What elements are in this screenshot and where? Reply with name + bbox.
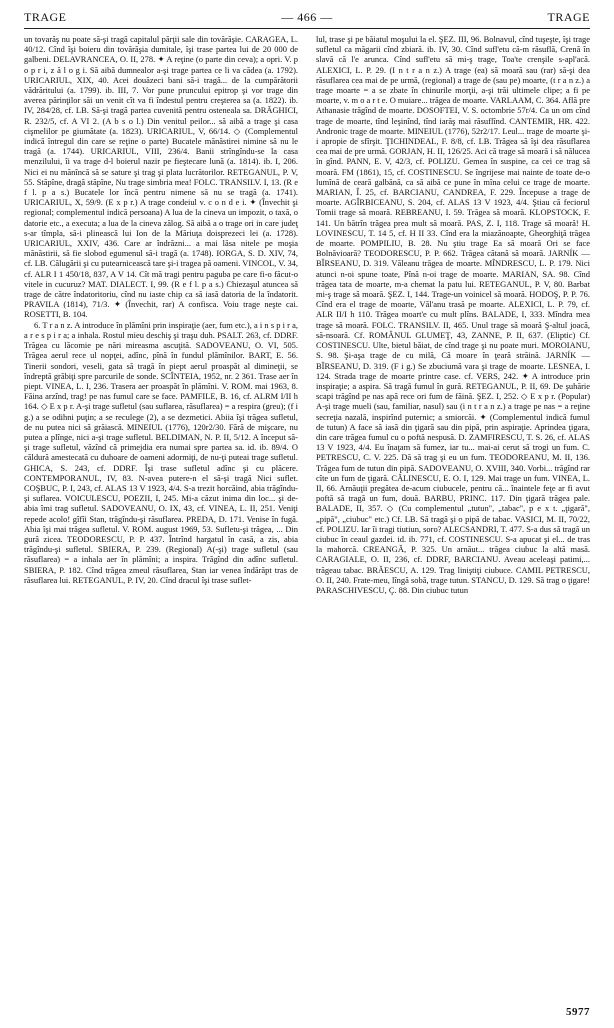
- header-page-number: — 466 —: [281, 10, 333, 24]
- header-rule: [24, 28, 590, 29]
- left-column: [24, 34, 298, 996]
- signature-number: 5977: [566, 1006, 590, 1018]
- left-column-paragraph: 6. T r a n z. A introduce în plămîni prin inspiraţie (aer, fum etc.), a i n s p i r a, a r e s p i r a; a inhala. Rostul mieu deschiş şi traşu duh. PSALT. 263, cf. DDRF. Trăgea cu lăcomie pe nări mireasma ascuţită. SADOVEANU, O. VI, 505. Trăgea aerul rece ul nopţei, adînc, pînă în fundul plămînilor. BART, E. 56. Tinerii sondori, veseli, gata să tragă în piept aerul proaspăt al dimineţii, se îndreptă grăbiţi spre parcurile de sonde. SCÎNTEIA, 1952, nr. 2 361. Trase aer în piept. VINEA, L. I, 236. Trasera aer proaspăt în plămîni. V. ROM. mai 1963, 8. Făina arzînd, trag! pe nas fumul care se face. PAMFILE, B. 16, cf. ALRM I/II h 164. ◇ E x p r. A-şi trage sufletul (sau suflarea, răsuflarea) = a respira (greu); (f i g.) a se odihni puţin; a se reculege (2), a se dezmetici. Abiia îşi trăgea sufletul, de nu putea nici să grăiască. MINEIUL (1776), 120r2/30. Fără de mişcare, nu putea a plînge, nici a-şi trage sufletul. BELDIMAN, N. P. II, 5/12. A început să-şi trage sufletul, văzînd că primejdia era numai spre partea sa. id. ib. 89/4. O căldură amestecată cu duhoare de oameni adormiţi, de nu-ţi puteai trage sufletul. GHICA, S. 243, cf. DDRF. Îşi trase sufletul adînc şi cu plăcere. CONTEMPORANUL, IV, 83. N-avea putere-n el să-şi tragă Nici suflet. COŞBUC, P. I, 243, cf. ALAS 13 V 1923, 4/4. S-a trezit horcăind, abia trăgîndu-şi suflarea. VOICULESCU, POEZII, I, 245. Mi-a căzut inima din loc... şi de-abia îmi trag sufletul. SADOVEANU, O. IX, 43, cf. VINEA, L. II, 251. Veniţi repede acolo! gîfîi Stan, trăgîndu-şi răsuflarea. PREDA, D. 171. Venise în fugă. Abia îşi mai trăgea sufletul. V. ROM. august 1969, 53. Sufletu-şi trăgea, ... Din gură zicea. TEODORESCU, P. P. 437. Întrînd hargatul în casă, a zis, abia trăgîndu-şi sufletul. SBIERA, P. 239. (Regional) A(-şi) trage sufletul (sau răsuflarea) = a inhala aer în plămîni; a inspira. Trăgînd din adînc sufletul. SBIERA, P. 182. Cînd trăgea zmeul răsuflarea, Stan iar venea îndărăpt tras de răsuflarea lui. RETEGANUL, P. IV, 20. Cînd dracul îşi trase suflet-: [24, 319, 298, 585]
- left-column-paragraph: un tovarăş nu poate să-şi tragă capitalul părţii sale din tovărăşie. CARAGEA, L. 40/12. Cînd îşi boieru din tovărăşia dumitale, îşi trase partea lui de 20 000 de galbeni. DELAVRANCEA, O. II, 278. ✦ A reţine (o parte din ceva); a opri. V. p o p r i, z ă l o g i. Să aibă dumnealor a-şi trage partea ce li va cădea (a. 1792). URICARIUL, XIX, 40. Acei douăzeci bani să-i tragă... de la cumpărătorii vădrăritului (a. 1799). ib. III, 7. Vor pune pruncului epitrop şi vor trage din averea părinţilor săi un venit cît va fi îndestul pentru creşterea sa (a. 1822). ib. IV, 284/28, cf. LB. Să-şi tragă partea cuvenită pentru osteneala sa. DRĂGHICI, R. 232/5, cf. A VI 2. (A b s o l.) Din venitul peilor... să aibă a trage şi casa cişmelilor pe giumătate (a. 1823). URICARIUL, V, 66/14. ◇ (Complementul indică întregul din care se reţine o parte) Bucatele mănăstirei nimine să nu le tragă (a. 1744). URICARIUL, VIII, 236/4. Banii strîngîndu-se la casa menzilului, îi va trage d-l boierul nazir pe fieştecare lună (a. 1814). ib. I, 206. Nici ei nu mănîncă să se sature şi trag şi plata lucrătorilor. RETEGANUL, P. V, 55. Stăpîne, dragă stăpîne, Nu trage simbria mea! FOLC. TRANSILV. I, 13. (R e f l. p a s.) Bucatele lor încă pentru nimene să nu se tragă (a. 1741). URICARIUL, X, 59/9. (E x p r.) A trage condeiul v. c o n d e i. ✦ (Învechit şi regional; complementul indică persoana) A lua de la cineva un impozit, o taxă, o datorie etc., a executa; a lua de la cineva zălog. Să aibă a o trage ori in care judeţ s-ar tîmpla, să-i plinească lui Ion de la Măriuţa doisprezeci lei (a. 1728). URICARIUL, XXIV, 436. Care ar îndrăzni... a mai lăsa nitele pe moşia mănăstirii, să fie slobod egumenul să-i tragă (a. 1748). IORGA, S. D. XIV, 74, cf. LB. Călugării şi cu putearnicească tare şi-i tragea pă oameni. VINCOL, V. 34, cf. ALR I 1 450/18, 837, A V 14. Cît mă tragi pentru paguba pe care fi-o făcut-o vitele in cucuruz? MAT. DIALECT. I, 99. (R e f l. p a s.) Chiezaşul atuncea să trage de către îndatoritoriu, cînd nu iaste chip ca să iasă datoria de la îndatorit. PRAVILA (1814), 71/3. ✦ (Învechit, rar) A confisca. Voiu trage neşte cai. ROSETTI, B. 104.: [24, 34, 298, 320]
- page-header: [24, 10, 590, 26]
- header-left-headword: TRAGE: [24, 10, 67, 24]
- right-column-paragraph: lul, trase şi pe băiatul moşului la el. ŞEZ. III, 96. Bolnavul, cînd tuşeşte, îşi trage sufletul ca măgarii cînd zbiară. ib. IV, 30. Cînd sufl'etu că-m răsuflă, Crenă în slavă că l'e arunca. Cînd sufl'etu să mi-ş trage, Toa'te crenşile s-apl'acă. ALEXICI, L. P. 29. (I n t r a n z.) A trage (ea) să moară sau (rar) să-şi dea răsuflarea cea mai de pe urmă, (regional) a trage de (sau pe) moarte, (t r a n z.) a trage moarte = a se zbate în chinurile morţii, a-şi trăi ultimele clipe; a fi pe moarte, v. m o a r t e. O muiare... trăgea de moarte. VARLAAM, C. 364. Află pre Athanasie trăgînd de moarte. DOSOFTEI, V. S. octombrie 57r/4. Ca un om cînd trage de moarte, tînd leşinînd, tînd iarăş mai răsuflînd. CANTEMIR, HR. 422. Andronic trage de moarte. MINEIUL (1776), 52r2/17. Leul... trage de moarte şi-i apropie de sfîrşit. ŢICHINDEAL, F. 8/8, cf. LB. Trăgea să îşi dea răsuflarea cea mai de pre urmă. GORJAN, H. II, 126/25. Aci că trage să moară i să nălucea în gînd. PANN, E. V, 42/3, cf. POLIZU. Gemea în suspine, ca cei ce trag să moară. FM (1861), 15, cf. COSTINESCU. Se îngrijese mai nainte de toate de-o lumînă de ceară galbănă, ca să aibă ce pune în mîna celui ce trage de moarte. MARIAN, Î. 25, cf. BARCIANU, CANDREA, F. 229. Începuse a trage de moarte. AGÎRBICEANU, S. 204, cf. ALAS 13 V 1923, 4/4. Ştiau că feciorul Tomii trage să moară. REBREANU, I. 59. Trăgea să moară. KLOPSTOCK, F. 141. Un bătrîn trăgea prea mult să moară. PAS, Z. I, 118. Trage să moară! H. LOVINESCU, T. 14 5, cf. H II 33. Cînd era la miazănoapte, Gheorghiţă trăgea de moarte. POMPILIU, B. 28. Nu ştiu trage Ea să moară Ori se face Bolnăvioară? TEODORESCU, P. P. 662. Trăgea cătană să moară. JARNÍK — BÎRSEANU, D. 319. Văleanu trăgea de moarte. MÎNDRESCU, L. P. 179. Nici atunci n-oi spune toate, Pînă n-oi trage de moarte. MARIAN, SA. 98. Cînd trăgea tata de moarte, m-a chemat la patu lui. RETEGANUL, P. V, 80. Barbat mi-ş trage să moară. ŞEZ. I, 144. Trage-un voinicel să moară. HODOŞ, P. P. 76. Cînd era el trage de moarte, Văl'anu trasă pe moarte. ALEXICI, L. P. 79, cf. ALR II/I h 110. Trăgea moart'e cu mult plîns. BALADE, I, 333. Mîndra mea trage să moară. FOLC. TRANSILV. II, 465. Unul trage să moară Ş-altul joacă, să-nsoară. Cf. ROMÂNUL GLUMEŢ, 43, ZANNE, P. II, 637. (Eliptic) Cf. COSTINESCU. Ulte, bietul băiat, de cînd trage şi nu poate muri. MOROIANU, S. 98. Şi-aşa trage de cu milă, Că moare în ţeară străină. JARNÍK — BÎRSEANU, D. 319. (F i g.) Se zbuciumă vara şi trage de moarte. LESNEA, I. 124. Strada trage de moarte printre case. cf. VERS, 242. ✦ A introduce prin inspiraţie; a aspira. Să tragă fumul în gură. RETEGANUL, P. II, 69. De şuhărie scapi trăgînd pe nas apă rece ori fum de făină. ŞEZ. I, 252. ◇ E x p r. (Popular) A-şi trage mueli (sau, familiar, nasul) sau (i n t r a n z.) a trage pe nas = a reţine secreţia nazală, inspirînd puternic; a smiorcăi. ✦ (Complementul indică fumul de tutun) A face să iasă din ţigară sau din pipă, prin aspiraţie. Aprindea ţigara, din care trăgea fumul cu o poftă nespusă. D. ZAMFIRESCU, T. S. 26, cf. ALAS 13 V 1923, 4/4. Eu înaţam să fumez, iar tu... mai-ai cerut să trogi un fum. C. PETRESCU, C. V. 225. Dă să trag şi eu un fum. TEODOREANU, M. II, 136. Trăgea fum de tutun din pipă. SADOVEANU, O. XVIII, 340. Vorbi... trăgînd rar cîte un fum de ţigară. CĂLINESCU, E. O. I, 129. Mai trage un fum. VINEA, L. II, 66. Arnăuţii pregătea de-acum ciubucele, pentru că... înaintele feţe ar fi avut poftă să tragă un fum, două. BARBU, PRINC. 117. Din ţigară trăgea pale. BALADE, II, 357. ◇ (Cu complementul „tutun", „tabac", p e x t. „ţigară", „pipă", „ciubuc" etc.) Cf. LB. Să tragă şi o pipă de tabac. VASICI, M. II, 70/22, cf. POLIZU. Iar îi tragi tiutiun, soro? ALECSANDRI, T. 477. S-a dus să tragă un ciubuc în ceaul gazdei. id. ib. 771, cf. COSTINESCU. S-a apucat şi el... de tras la mahorcă. CREANGĂ, P. 325. Un arnăut... trăgea ciubuc la altă masă. CARAGIALE, O. II, 236, cf. DDRF, BARCIANU. Aveau aceleaşi patimi,... trăgeau tabac. BRĂESCU, A. 129. Trag liniştiţi ciubuce. CAMIL PETRESCU, O. II, 240. Frate-meu, lîngă sobă, trage tutun. STANCU, D. 129. Să trag o ţigare! PARASCHIVESCU, Ç. 88. Din ciubuc tutun: [316, 34, 590, 595]
- right-column: [316, 34, 590, 996]
- header-right-headword: TRAGE: [547, 10, 590, 24]
